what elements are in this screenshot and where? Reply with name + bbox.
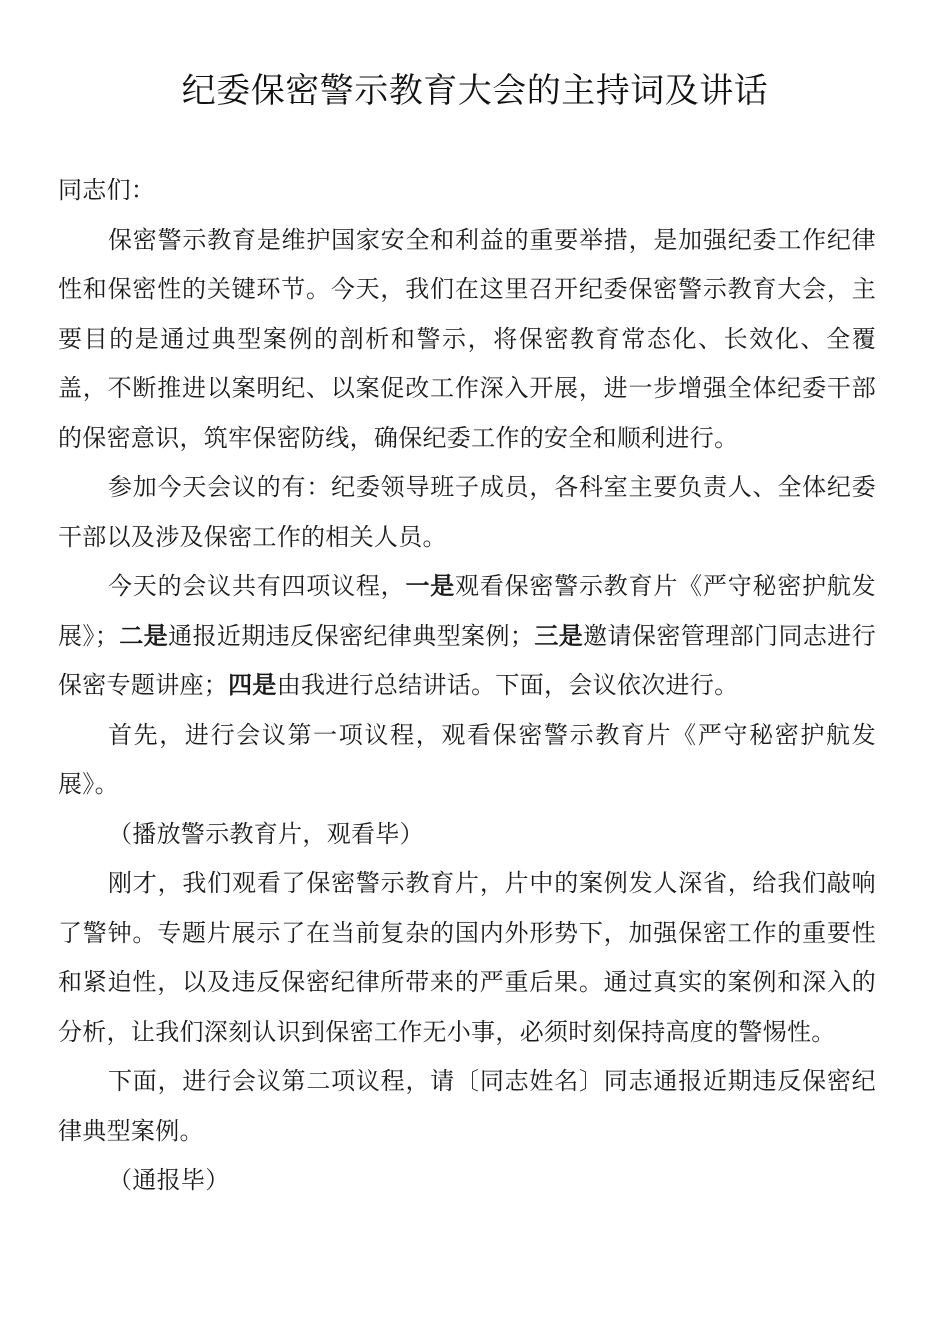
agenda-item-4-text: 由我进行总结讲话。下面，会议依次进行。 bbox=[276, 671, 739, 699]
paragraph-attendees: 参加今天会议的有：纪委领导班子成员，各科室主要负责人、全体纪委干部以及涉及保密工作的相关人员。 bbox=[58, 473, 876, 551]
agenda-item-4-label: 四是 bbox=[228, 671, 277, 699]
agenda-item-2-text: 通报近期违反保密纪律典型案例； bbox=[168, 621, 535, 650]
document-title: 纪委保密警示教育大会的主持词及讲话 bbox=[181, 71, 769, 111]
stage-direction-report: （通报毕） bbox=[108, 1166, 230, 1194]
paragraph-agenda bbox=[58, 562, 876, 711]
paragraph-second-item: 下面，进行会议第二项议程，请〔同志姓名〕同志通报近期违反保密纪律典型案例。 bbox=[58, 1067, 876, 1145]
agenda-item-3-label: 三是 bbox=[534, 621, 584, 650]
agenda-item-2-label: 二是 bbox=[119, 621, 169, 650]
document-body bbox=[58, 166, 876, 1206]
paragraph-first-item: 首先，进行会议第一项议程，观看保密警示教育片《严守秘密护航发展》。 bbox=[58, 720, 876, 798]
agenda-intro: 今天的会议共有四项议程， bbox=[108, 572, 406, 600]
agenda-item-1-text: 观看保密警示教育片《严守秘密护航发展》； bbox=[58, 572, 876, 650]
salutation: 同志们： bbox=[58, 176, 156, 204]
stage-direction-video: （播放警示教育片，观看毕） bbox=[108, 819, 424, 848]
agenda-item-1-label: 一是 bbox=[405, 572, 456, 600]
agenda-item-3-text: 邀请保密管理部门同志进行保密专题讲座； bbox=[58, 621, 877, 699]
paragraph-video-review: 刚才，我们观看了保密警示教育片，片中的案例发人深省，给我们敲响了警钟。专题片展示了在当前复杂的国内外形势下，加强保密工作的重要性和紧迫性，以及违反保密纪律所带来的严重后果。通过真实的案例和深入的分析，让我们深刻认识到保密工作无小事，必须时刻保持高度的警惕性。 bbox=[58, 869, 876, 1046]
paragraph-purpose: 保密警示教育是维护国家安全和利益的重要举措，是加强纪委工作纪律性和保密性的关键环节。今天，我们在这里召开纪委保密警示教育大会，主要目的是通过典型案例的剖析和警示，将保密教育常态化、长效化、全覆盖，不断推进以案明纪、以案促改工作深入开展，进一步增强全体纪委干部的保密意识，筑牢保密防线，确保纪委工作的安全和顺利进行。 bbox=[58, 225, 876, 452]
